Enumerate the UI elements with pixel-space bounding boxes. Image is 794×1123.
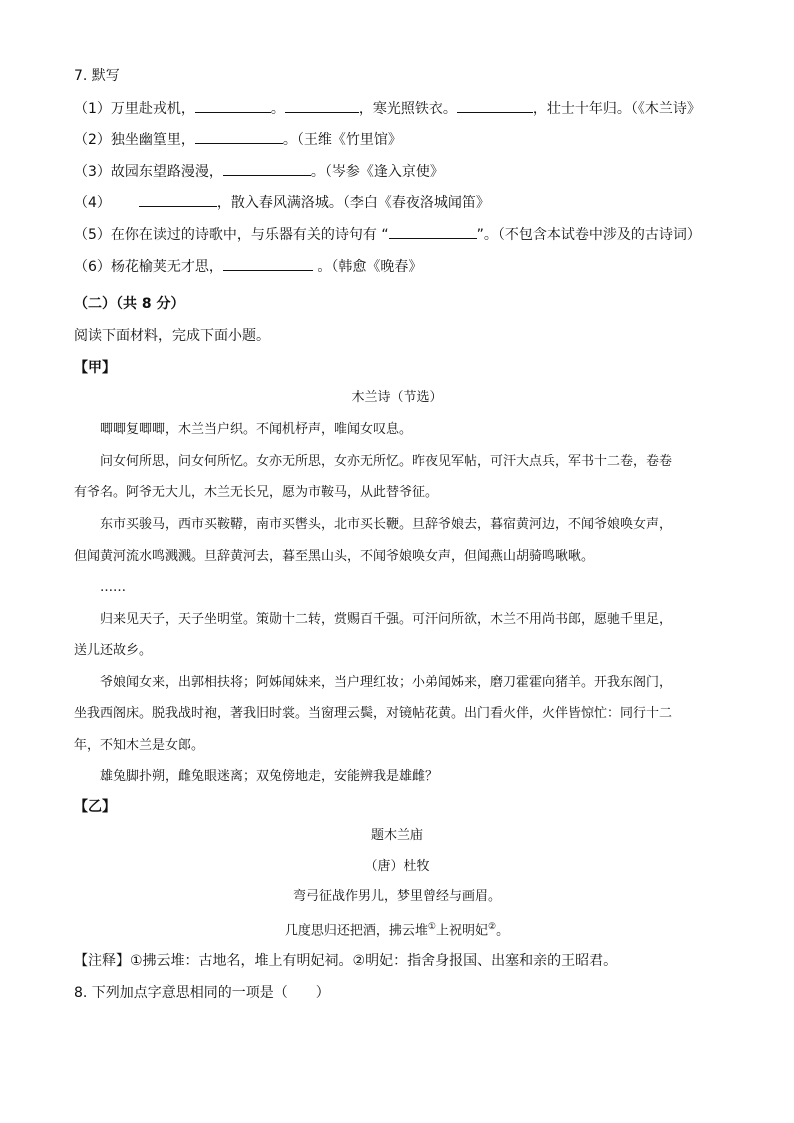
answer-blank[interactable] <box>139 192 217 207</box>
q7-item-1-text-c: ，寒光照铁衣。 <box>358 101 457 117</box>
section-instruction: 阅读下面材料，完成下面小题。 <box>74 328 270 344</box>
passage-yi-label: 【乙】 <box>74 799 116 815</box>
section-heading: （二）（共 8 分） <box>74 296 185 312</box>
answer-blank[interactable] <box>389 224 477 239</box>
passage-jia-title: 木兰诗（节选） <box>351 390 443 405</box>
answer-blank[interactable] <box>195 98 271 113</box>
passage-jia-line: 坐我西阁床。脱我战时袍，著我旧时裳。当窗理云鬓，对镜帖花黄。出门看火伴，火伴皆惊忙：同行十二 <box>74 706 673 721</box>
q7-item-6 <box>74 256 422 277</box>
q7-item-4-text-a: （4） <box>74 195 111 211</box>
passage-jia-line: 雄兔脚扑朔，雌兔眼迷离；双兔傍地走，安能辨我是雄雌？ <box>100 769 439 784</box>
annotation-note: 【注释】①拂云堆：古地名，堆上有明妃祠。②明妃：指舍身报国、出塞和亲的王昭君。 <box>74 953 618 969</box>
question-7-title: 7. 默写 <box>74 68 120 84</box>
poem-title: 题木兰庙 <box>370 828 423 843</box>
q7-item-1-text-a: （1）万里赴戎机， <box>74 101 195 117</box>
answer-blank[interactable] <box>223 256 313 271</box>
q7-item-3-text-a: （3）故园东望路漫漫， <box>74 164 223 180</box>
passage-jia-line: 年，不知木兰是女郎。 <box>74 738 205 753</box>
q7-item-1-text-d: ，壮士十年归。（《木兰诗》 <box>532 101 701 117</box>
passage-jia-line: 问女何所思，问女何所忆。女亦无所思，女亦无所忆。昨夜见军帖，可汗大点兵，军书十二卷，卷卷 <box>100 454 673 469</box>
passage-jia-line: 送儿还故乡。 <box>74 643 153 658</box>
poem-line-2: 几度思归还把酒，拂云堆①上祝明妃②。 <box>284 922 510 939</box>
q7-item-4-text-b: ，散入春风满洛城。（李白《春夜洛城闻笛》 <box>216 195 490 211</box>
q7-item-2-text-b: 。（王维《竹里馆》 <box>282 132 402 148</box>
poem-line-1: 弯弓征战作男儿，梦里曾经与画眉。 <box>292 889 501 904</box>
q7-item-1-text-b: 。 <box>270 101 285 117</box>
q7-item-3 <box>74 161 444 182</box>
q7-item-1 <box>74 98 701 119</box>
passage-jia-line: 归来见天子，天子坐明堂。策勋十二转，赏赐百千强。可汗问所欲，木兰不用尚书郎，愿驰千里足， <box>100 612 673 627</box>
answer-blank[interactable] <box>285 98 359 113</box>
q7-item-2 <box>74 129 402 150</box>
passage-jia-line: 爷娘闻女来，出郭相扶将；阿姊闻妹来，当户理红妆；小弟闻姊来，磨刀霍霍向猪羊。开我东阁门， <box>100 675 673 690</box>
answer-blank[interactable] <box>195 129 283 144</box>
question-8: 8. 下列加点字意思相同的一项是（ ） <box>74 985 330 1001</box>
answer-blank[interactable] <box>457 98 533 113</box>
passage-jia-line: 但闻黄河流水鸣溅溅。旦辞黄河去，暮至黑山头，不闻爷娘唤女声，但闻燕山胡骑鸣啾啾。 <box>74 549 595 564</box>
footnote-marker: ② <box>488 922 497 932</box>
passage-jia-line: 唧唧复唧唧，木兰当户织。不闻机杼声，唯闻女叹息。 <box>100 422 413 437</box>
q7-item-4 <box>74 192 490 213</box>
answer-blank[interactable] <box>223 161 311 176</box>
q7-item-5 <box>74 224 701 245</box>
q7-item-6-text-a: （6）杨花榆荚无才思， <box>74 259 223 275</box>
q7-item-5-text-a: （5）在你在读过的诗歌中，与乐器有关的诗句有 “ <box>74 227 389 243</box>
q7-item-5-text-b: ”。（不包含本试卷中涉及的古诗词） <box>476 227 701 243</box>
passage-jia-label: 【甲】 <box>74 360 116 376</box>
footnote-marker: ① <box>427 922 436 932</box>
poem-author: （唐）杜牧 <box>364 859 430 874</box>
q7-item-2-text-a: （2）独坐幽篁里， <box>74 132 195 148</box>
passage-jia-ellipsis: …… <box>100 580 126 595</box>
q7-item-6-text-b: 。（韩愈《晚春》 <box>312 259 423 275</box>
passage-jia-line: 东市买骏马，西市买鞍鞯，南市买辔头，北市买长鞭。旦辞爷娘去，暮宿黄河边，不闻爷娘唤女声， <box>100 517 673 532</box>
q7-item-3-text-b: 。（岑参《逢入京使》 <box>310 164 444 180</box>
passage-jia-line: 有爷名。阿爷无大儿，木兰无长兄，愿为市鞍马，从此替爷征。 <box>74 485 439 500</box>
